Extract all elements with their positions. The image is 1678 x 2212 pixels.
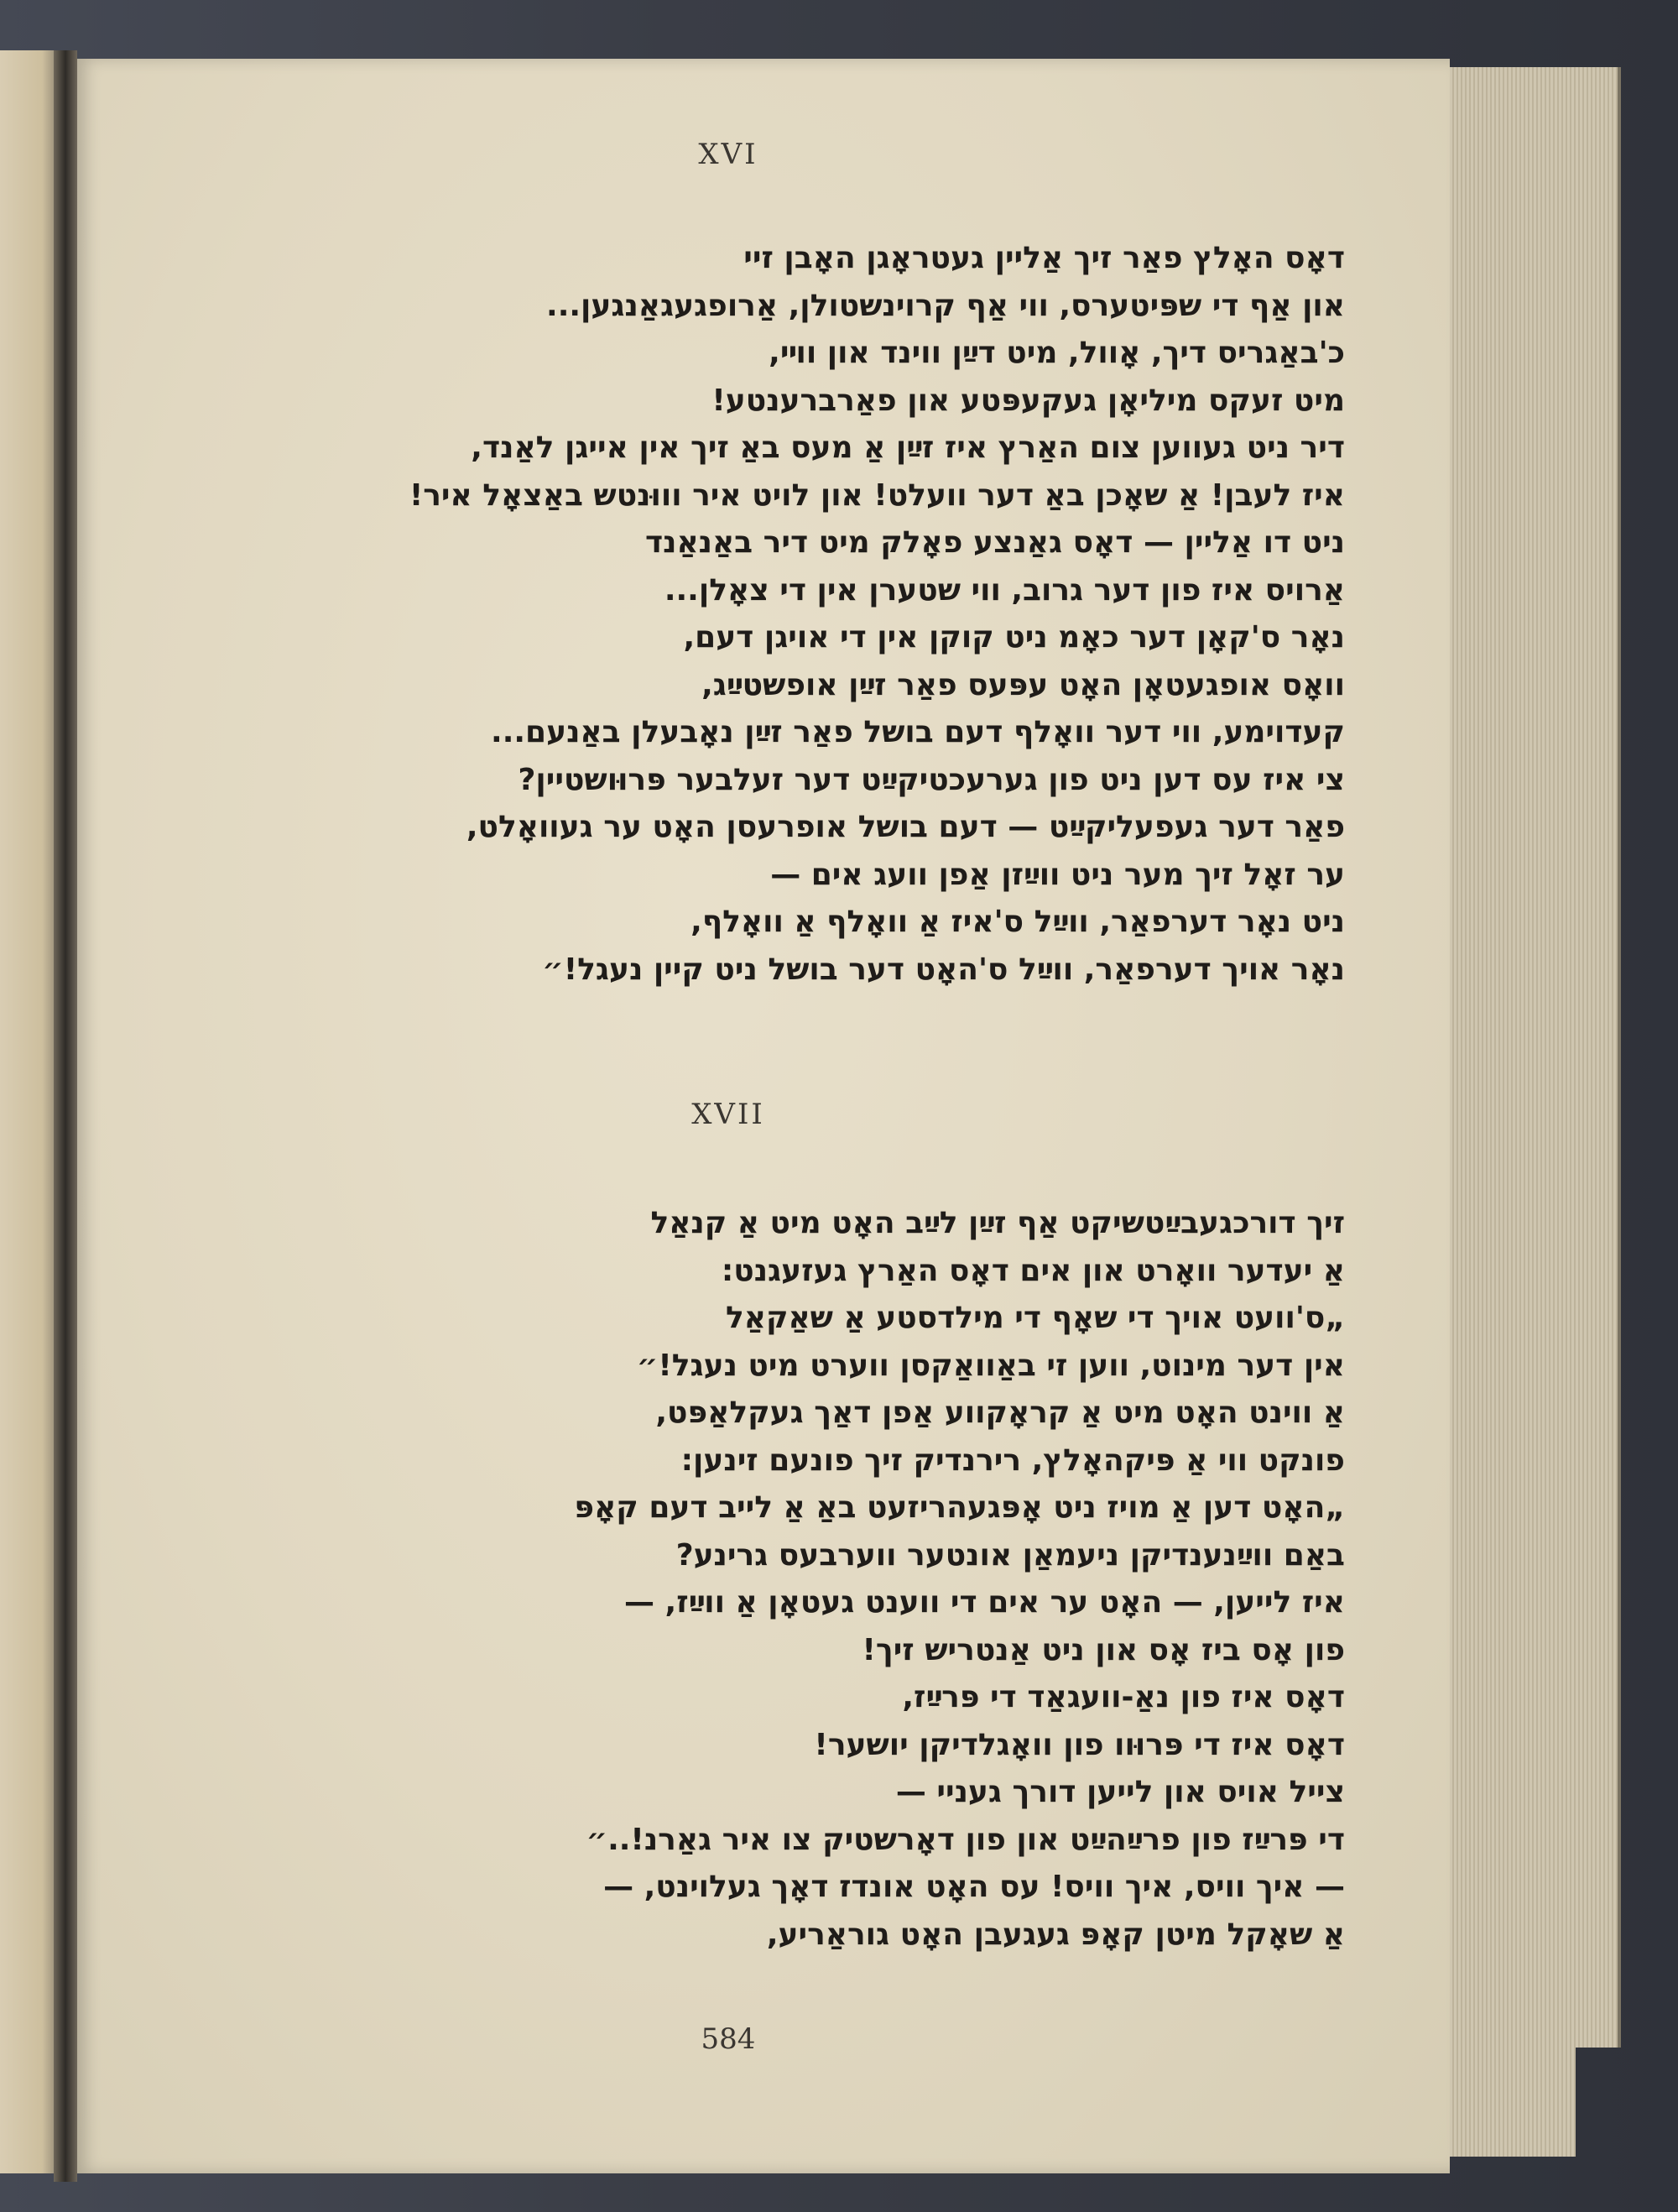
verse-line: „האָט דען אַ מויז ניט אָפּגעהריזעט באַ אַ לייב דעם קאָפּ [574, 1490, 1345, 1525]
page-edges-stack [1433, 67, 1621, 2048]
page-edges-bottom [1433, 2048, 1576, 2157]
verse-line: אין דער מינוט, ווען זי באַוואַקסן ווערט מיט נעגל!״ [636, 1348, 1345, 1383]
verse-line: איז לייען, — האָט ער אים די ווענט געטאָן אַ ווײַז, — [624, 1585, 1345, 1620]
book-gutter [54, 50, 77, 2182]
verse-line: אַרויס איז פון דער גרוב, ווי שטערן אין די צאָלן... [664, 572, 1345, 608]
verse-line: די פּרײַז פון פרײַהײַט און פון דאָרשטיק צו איר גאַרנ!..״ [586, 1822, 1345, 1857]
verse-line: דיר ניט געווען צום האַרץ איז זײַן אַ מעס באַ זיך אין אייגן לאַנד, [471, 430, 1345, 465]
verse-line: „ס'וועט אויך די שאָף די מילדסטע אַ שאַקאַל [725, 1301, 1345, 1335]
verse-line: מיט זעקס מיליאָן געקעפּטע און פאַרברענטע! [711, 383, 1345, 418]
facing-page-edge [0, 50, 60, 2173]
verse-line: צי איז עס דען ניט פון גערעכטיקײַט דער זעלבער פּרוּושטיין? [518, 762, 1345, 797]
verse-line: וואָס אופגעטאָן האָט עפּעס פאַר זײַן אופשטײַג, [701, 667, 1345, 702]
verse-line: פונקט ווי אַ פּיקהאָלץ, רירנדיק זיך פונעם זינען: [680, 1442, 1345, 1478]
verse-line: כ'באַגריס דיך, אָוול, מיט דײַן ווינד און ווײ, [769, 336, 1345, 370]
verse-line: פון אָס ביז אָס און ניט אַנטריש זיך! [862, 1632, 1345, 1667]
verse-line: ער זאָל זיך מער ניט ווײַזן אַפן וועג אים — [770, 857, 1345, 892]
verse-line: איז לעבן! אַ שאָכן באַ דער וועלט! און לויט איר וווּנטש באַצאָל איר! [409, 477, 1345, 513]
verse-line: דאָס איז פון נאַ-וועגאַד די פּרײַז, [902, 1680, 1345, 1714]
verse-line: פאַר דער געפעליקײַט — דעם בושל אופרעסן האָט ער געוואָלט, [466, 810, 1345, 844]
verse-line: אַ שאָקל מיטן קאָפּ געגעבן האָט גוראַריע, [766, 1917, 1345, 1952]
section-heading-xvi: XVI [698, 138, 758, 171]
poem-section-xvi [170, 235, 1345, 994]
verse-line: אַ ווינט האָט מיט אַ קראָקווע אַפן דאַך געקלאַפּט, [655, 1396, 1345, 1430]
verse-line: און אַף די שפּיטערס, ווי אַף קרוינשטולן, אַרופגעגאַנגען... [546, 288, 1345, 323]
verse-line: אַ יעדער וואָרט און אים דאָס האַרץ געזעגנט: [721, 1253, 1345, 1288]
page-number: 584 [701, 2022, 756, 2056]
verse-line: צייל אויס און לייען דורך געניי — [895, 1775, 1345, 1809]
verse-line: באַם ווײַנענדיקן ניעמאַן אונטער ווערבעס גרינע? [675, 1537, 1345, 1573]
book-page [74, 59, 1450, 2173]
verse-line: ניט דו אַליין — דאָס גאַנצע פאָלק מיט דיר באַנאַנד [644, 525, 1345, 560]
verse-line: — איך וויס, איך וויס! עס האָט אונדז דאָך געלוינט, — [603, 1870, 1345, 1904]
verse-line: דאָס איז די פּרוּוו פון וואָגלדיקן יושער! [814, 1727, 1345, 1762]
section-heading-xvii: XVII [691, 1098, 765, 1131]
verse-line: נאָר אויך דערפאַר, ווײַל ס'האָט דער בושל ניט קיין נעגל!״ [542, 952, 1345, 987]
verse-line: קעדוימע, ווי דער וואָלף דעם בושל פאַר זײַן נאָבעלן באַנעם... [491, 715, 1345, 749]
verse-line: זיך דורכגעבײַטשיקט אַף זײַן לײַב האָט מיט אַ קנאַל [650, 1206, 1345, 1240]
poem-section-xvii [170, 1200, 1345, 1959]
verse-line: דאָס האָלץ פאַר זיך אַליין געטראָגן האָבן זיי [743, 241, 1345, 275]
verse-line: נאָר ס'קאָן דער כאָמ ניט קוקן אין די אויגן דעם, [683, 620, 1345, 655]
verse-line: ניט נאָר דערפאַר, ווײַל ס'איז אַ וואָלף אַ וואָלף, [690, 905, 1345, 939]
